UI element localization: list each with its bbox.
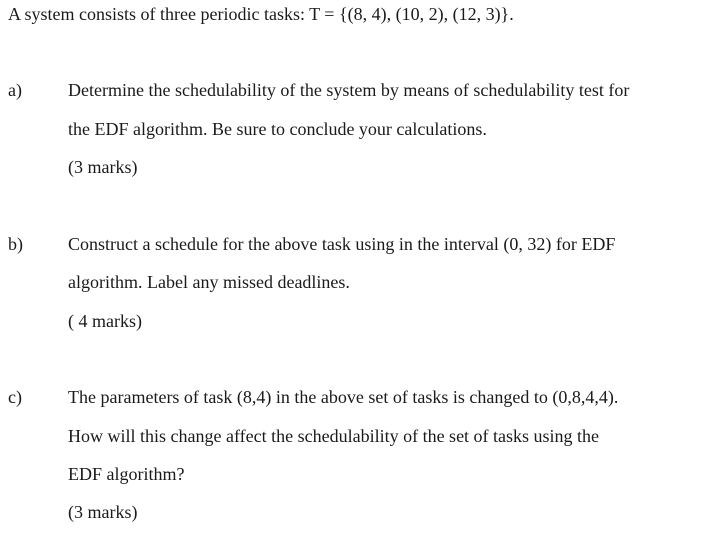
question-b-marks: ( 4 marks): [68, 311, 142, 331]
question-b-line-2: algorithm. Label any missed deadlines.: [68, 272, 350, 292]
question-c-marks: (3 marks): [68, 502, 138, 522]
question-a-label: a): [8, 80, 22, 100]
question-c-line-1: The parameters of task (8,4) in the above set of tasks is changed to (0,8,4,4).: [68, 387, 619, 407]
question-a-line-1: Determine the schedulability of the system by means of schedulability test for: [68, 80, 630, 100]
question-a-line-2: the EDF algorithm. Be sure to conclude your calculations.: [68, 119, 487, 139]
question-b-line-1: Construct a schedule for the above task using in the interval (0, 32) for EDF: [68, 234, 616, 254]
question-c-label: c): [8, 387, 22, 407]
intro-text: A system consists of three periodic tasks: T = {(8, 4), (10, 2), (12, 3)}.: [8, 4, 514, 24]
question-a-marks: (3 marks): [68, 157, 138, 177]
question-c-line-2: How will this change affect the schedulability of the set of tasks using the: [68, 426, 600, 446]
question-c-line-3: EDF algorithm?: [68, 464, 185, 484]
question-b-label: b): [8, 234, 23, 254]
